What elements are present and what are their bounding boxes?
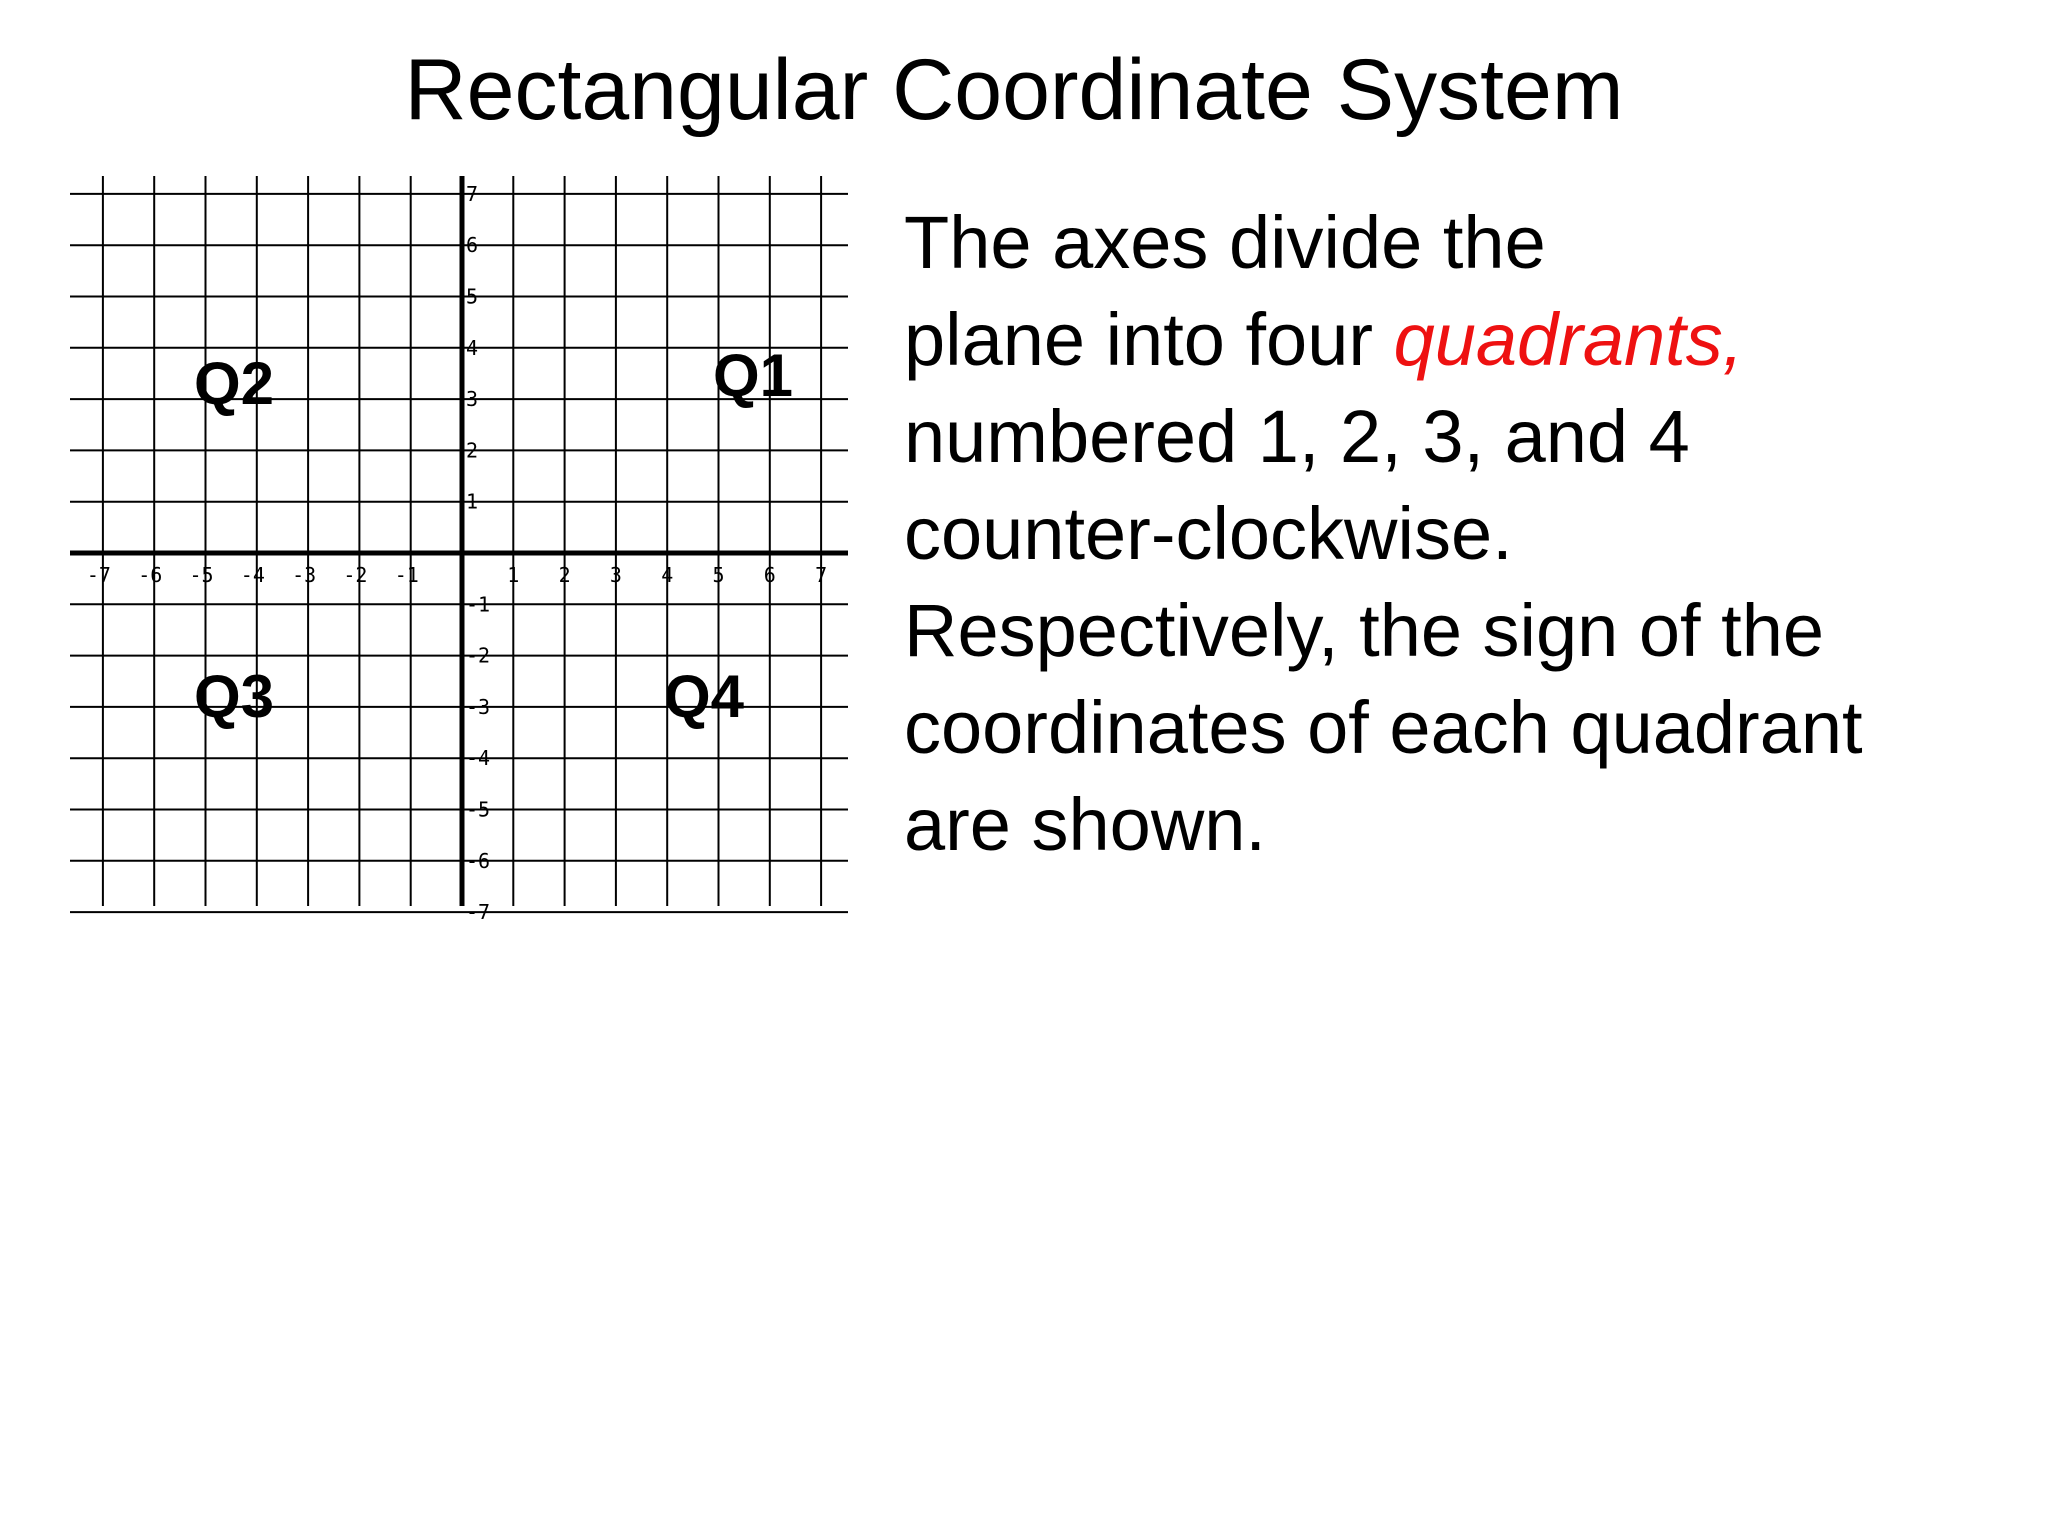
axes — [70, 176, 848, 906]
x-tick-label: 4 — [661, 563, 674, 587]
y-tick-label: 3 — [466, 387, 479, 412]
description-line-7: are shown. — [904, 783, 1266, 866]
y-tick-label: -4 — [466, 746, 491, 771]
y-tick-label: 2 — [466, 438, 479, 463]
x-tick-label: -6 — [138, 563, 163, 587]
description-line-5: Respectively, the sign of the — [904, 589, 1825, 672]
x-axis-tick-labels — [87, 563, 827, 587]
description-line-2-prefix: plane into four — [904, 298, 1394, 381]
x-tick-label: -4 — [240, 563, 265, 587]
y-tick-label: -6 — [466, 848, 491, 873]
x-tick-label: -3 — [292, 563, 317, 587]
quadrant-label-q4: Q4 — [664, 663, 745, 730]
x-tick-label: 3 — [609, 563, 622, 587]
description-line-4: counter-clockwise. — [904, 492, 1513, 575]
description-text — [904, 194, 2024, 873]
quadrants-highlight: quadrants, — [1393, 298, 1744, 381]
quadrant-label-q2: Q2 — [194, 350, 275, 417]
y-tick-label: -2 — [466, 643, 491, 668]
y-tick-label: 4 — [466, 335, 479, 360]
description-line-3: numbered 1, 2, 3, and 4 — [904, 395, 1690, 478]
y-tick-label: -7 — [466, 900, 491, 925]
x-tick-label: -5 — [189, 563, 214, 587]
x-tick-label: 6 — [763, 563, 776, 587]
x-tick-label: 5 — [712, 563, 725, 587]
y-tick-label: 7 — [466, 181, 479, 206]
y-tick-label: -1 — [466, 592, 491, 617]
quadrant-label-q3: Q3 — [194, 663, 275, 730]
y-tick-label: 6 — [466, 233, 479, 258]
y-tick-label: -3 — [466, 694, 491, 719]
x-tick-label: -1 — [394, 563, 419, 587]
grid-lines — [70, 176, 848, 912]
x-tick-label: 7 — [815, 563, 828, 587]
slide-title: Rectangular Coordinate System — [404, 42, 1624, 138]
x-tick-label: -7 — [86, 563, 111, 587]
x-tick-label: -2 — [343, 563, 368, 587]
y-tick-label: 1 — [466, 489, 479, 514]
description-line-1: The axes divide the — [904, 201, 1546, 284]
y-tick-label: 5 — [466, 284, 479, 309]
description-line-2 — [904, 291, 2024, 388]
quadrant-label-q1: Q1 — [713, 342, 794, 409]
x-tick-label: 2 — [558, 563, 571, 587]
y-tick-label: -5 — [466, 797, 491, 822]
x-tick-label: 1 — [507, 563, 520, 587]
quadrant-labels — [194, 342, 793, 730]
description-line-6: coordinates of each quadrant — [904, 686, 1863, 769]
